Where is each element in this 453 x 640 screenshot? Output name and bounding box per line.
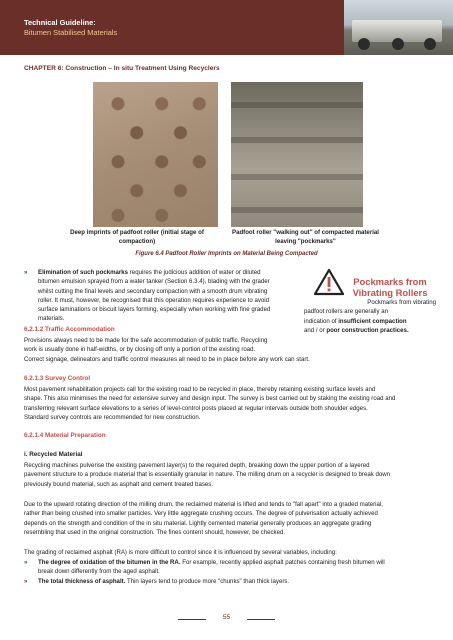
paragraph-line: whilst cutting the final levels and secondary compaction with a smooth drum vibrating: [38, 287, 268, 295]
warning-line: indication of insufficient compaction: [304, 317, 407, 325]
texture-band: [231, 174, 363, 180]
paragraph-line: resembling that used in the original construction. The fines content should, however, be checked.: [24, 528, 286, 536]
bullet-marker: »: [24, 578, 28, 585]
survey-heading: 6.2.1.3 Survey Control: [24, 375, 91, 382]
paragraph-line: Recycling machines pulverise the existing pavement layer(s) to the required depth, breaking down the upper portion of a layered: [24, 462, 370, 469]
traffic-paragraph: [24, 336, 324, 364]
paragraph-line: Correct signage, delineators and traffic control measures all need to be in place before any work can start.: [24, 355, 310, 363]
header-subtitle: Bitumen Stabilised Materials: [24, 28, 118, 37]
chapter-title: CHAPTER 6: Construction – In situ Treatment Using Recyclers: [24, 65, 220, 72]
figure-title: Figure 6.4 Padfoot Roller Imprints on Material Being Compacted: [135, 251, 318, 257]
paragraph-line: transferring relevant surface elevations to a series of level-control posts placed at regular intervals outside both shoulder edges.: [24, 404, 368, 412]
page-number: 55: [222, 614, 231, 621]
wheel-shape: [358, 38, 370, 50]
thickness-bullet: The total thickness of asphalt. Thin layers tend to produce more "chunks" than thick layers.: [38, 578, 290, 585]
paragraph-line: materials.: [38, 315, 65, 323]
paragraph-line: rather than being crushed into smaller particles. Very little aggregate crushing occurs. The degree of pulverisation actually achieved: [24, 510, 378, 518]
header-title: Technical Guideline:: [24, 18, 96, 27]
paragraph-line: Standard survey controls are recommended for new construction.: [24, 413, 201, 421]
bold-lead: Elimination of such pockmarks: [38, 269, 129, 276]
texture-band: [231, 137, 363, 143]
paragraph-line: Most pavement rehabilitation projects call for the existing road to be recycled in place, thereby retaining existing surface levels and: [24, 386, 376, 393]
header-banner: [0, 0, 453, 55]
paragraph-line: Due to the upward rotating direction of the milling drum, the reclaimed material is lifted and tends to "fall apart" into a graded material,: [24, 501, 383, 508]
figure-caption-left: Deep imprints of padfoot roller (initial stage of compaction): [70, 229, 204, 245]
warning-icon: [314, 268, 344, 296]
bullet-marker: »: [24, 269, 28, 276]
traffic-heading: 6.2.1.2 Traffic Accommodation: [24, 326, 115, 333]
survey-paragraph: [24, 385, 434, 422]
ra-grading-paragraph: The grading of reclaimed asphalt (RA) is more difficult to control since it is influenced by several variables, including:: [24, 549, 337, 556]
header-text: [24, 18, 117, 38]
paragraph-line: Provisions always need to be made for the safe accommodation of public traffic. Recycling: [24, 337, 268, 344]
paragraph-line: bitumen emulsion sprayed from a water tanker (Section 6.3.4), blading with the grader: [38, 278, 270, 286]
warning-line: Pockmarks from vibrating: [367, 299, 436, 306]
recycled-material-paragraph: [24, 461, 434, 489]
pockmark-elimination-paragraph: [38, 268, 300, 324]
paragraph-line: Elimination of such pockmarks requires the judicious addition of water or diluted: [38, 269, 261, 276]
figure-caption-right: Padfoot roller "walking out" of compacted material leaving "pockmarks": [232, 229, 379, 245]
paragraph-line: roller. It must, however, be recognised that this operation requires experience to avoid: [38, 296, 270, 304]
bullet-marker: »: [24, 559, 28, 566]
padfoot-imprints-photo: [93, 82, 218, 227]
paragraph-line: depends on the strength and condition of the in situ material. Lightly cemented material generally produces an aggregate grading: [24, 519, 372, 527]
paragraph-line: pavement structure to a produce material that is essentially granular in nature. The milling drum on a recycler is designed to break down: [24, 471, 391, 479]
warning-line: and / or poor construction practices.: [304, 326, 409, 334]
warning-body: [304, 298, 436, 335]
milling-drum-paragraph: [24, 500, 434, 537]
header-photo: [344, 0, 453, 55]
wheel-shape: [424, 38, 436, 50]
paragraph-line: shape. This also minimises the need for extensive survey and design input. The survey is best carried out by staking the existing road and: [24, 395, 396, 403]
oxidation-bullet: [38, 558, 434, 577]
paragraph-line: The degree of oxidation of the bitumen in the RA. For example, recently applied asphalt patches containing fresh bitumen will: [38, 559, 385, 566]
texture-band: [231, 207, 363, 213]
paragraph-line: surface laminations or biscuit layers forming, especially when working with fine graded: [38, 306, 271, 314]
warning-title: Pockmarks from Vibrating Rollers: [352, 276, 428, 298]
wheel-shape: [392, 38, 404, 50]
warning-line: padfoot rollers are generally an: [304, 308, 389, 316]
recycled-material-subheading: i. Recycled Material: [24, 451, 83, 458]
texture-band: [231, 102, 363, 108]
pockmarks-photo: [231, 82, 363, 227]
paragraph-line: previously bound material, such as asphalt and cement treated bases.: [24, 480, 214, 488]
paragraph-line: break down differently from the aged asphalt.: [38, 568, 160, 576]
paragraph-line: work is usually done in half-widths, or by closing off only a portion of the existing road.: [24, 346, 256, 354]
material-heading: 6.2.1.4 Material Preparation: [24, 432, 106, 439]
footer-rule-right: [247, 619, 275, 620]
